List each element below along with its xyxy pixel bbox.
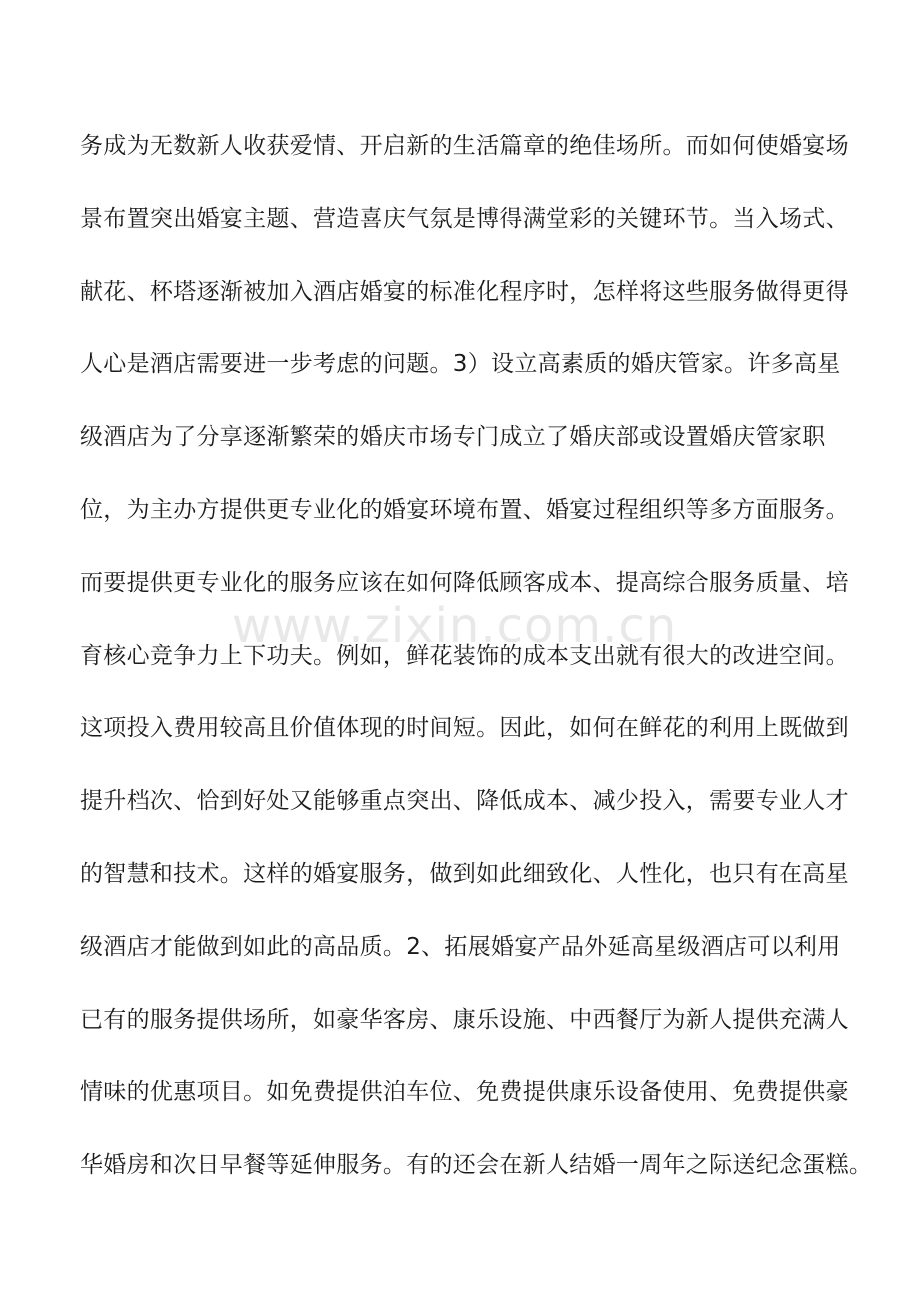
text-line-7: 而要提供更专业化的服务应该在如何降低顾客成本、提高综合服务质量、培: [80, 569, 849, 596]
text-line-15: 华婚房和次日早餐等延伸服务。有的还会在新人结婚一周年之际送纪念蛋糕。: [80, 1152, 873, 1179]
text-line-9: 这项投入费用较高且价值体现的时间短。因此，如何在鲜花的利用上既做到: [80, 715, 849, 742]
text-line-2: 景布置突出婚宴主题、营造喜庆气氛是博得满堂彩的关键环节。当入场式、: [80, 205, 849, 232]
text-line-12: 级酒店才能做到如此的高品质。2、拓展婚宴产品外延高星级酒店可以利用: [80, 933, 841, 960]
text-line-5: 级酒店为了分享逐渐繁荣的婚庆市场专门成立了婚庆部或设置婚庆管家职: [80, 424, 826, 451]
text-line-13: 已有的服务提供场所，如豪华客房、康乐设施、中西餐厅为新人提供充满人: [80, 1006, 849, 1033]
watermark: www.zixin.com.cn: [232, 598, 678, 654]
text-line-3: 献花、杯塔逐渐被加入酒店婚宴的标准化程序时，怎样将这些服务做得更得: [80, 278, 849, 305]
text-line-6: 位，为主办方提供更专业化的婚宴环境布置、婚宴过程组织等多方面服务。: [80, 496, 849, 523]
text-line-10: 提升档次、恰到好处又能够重点突出、降低成本、减少投入，需要专业人才: [80, 788, 849, 815]
text-line-14: 情味的优惠项目。如免费提供泊车位、免费提供康乐设备使用、免费提供豪: [80, 1079, 849, 1106]
text-line-4: 人心是酒店需要进一步考虑的问题。3）设立高素质的婚庆管家。许多高星: [80, 351, 841, 378]
body-text: [80, 120, 873, 1212]
text-line-1: 务成为无数新人收获爱情、开启新的生活篇章的绝佳场所。而如何使婚宴场: [80, 133, 849, 159]
text-line-8: 育核心竞争力上下功夫。例如，鲜花装饰的成本支出就有很大的改进空间。: [80, 642, 849, 669]
text-line-11: 的智慧和技术。这样的婚宴服务，做到如此细致化、人性化，也只有在高星: [80, 860, 849, 887]
